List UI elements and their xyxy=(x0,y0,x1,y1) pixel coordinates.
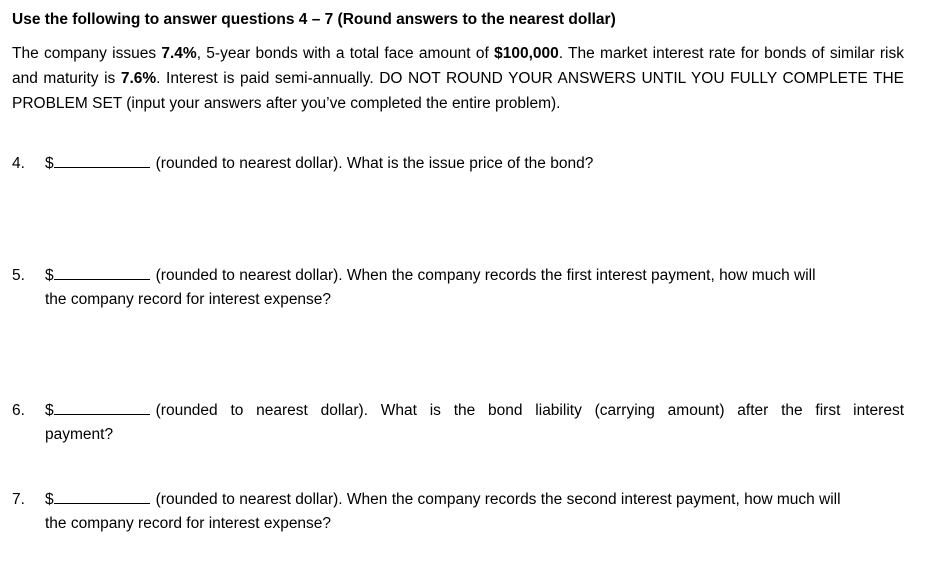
problem-statement xyxy=(12,41,904,116)
instructions-heading: Use the following to answer questions 4 – 7 (Round answers to the nearest dollar) xyxy=(12,11,616,28)
intro-text-1: The company issues xyxy=(12,45,162,62)
question-number: 7. xyxy=(12,491,25,508)
currency-symbol: $ xyxy=(45,491,54,508)
question-text-continued: the company record for interest expense? xyxy=(45,291,332,308)
intro-text-4: . Interest is paid semi-annually. DO NOT ROUND YOUR ANSWERS UNTIL YOU FULLY COMPLETE THE PROBLEM SET (input your answers after you’ve completed the entire problem). xyxy=(12,70,904,112)
question-text: (rounded to nearest dollar). What is the bond liability (carrying amount) after the first interest xyxy=(155,402,904,419)
question-text-continued: payment? xyxy=(45,426,114,443)
intro-text-2: , 5-year bonds with a total face amount of xyxy=(196,45,495,62)
question-number: 5. xyxy=(12,267,25,284)
question-4 xyxy=(12,152,904,176)
question-text: (rounded to nearest dollar). What is the issue price of the bond? xyxy=(155,155,594,172)
coupon-rate: 7.4% xyxy=(161,45,197,62)
question-text: (rounded to nearest dollar). When the company records the second interest payment, how much will xyxy=(155,491,841,508)
answer-blank[interactable] xyxy=(54,265,150,280)
question-7 xyxy=(12,488,904,536)
question-text-continued: the company record for interest expense? xyxy=(45,515,332,532)
answer-blank[interactable] xyxy=(54,153,150,168)
question-number: 6. xyxy=(12,402,25,419)
question-6 xyxy=(12,399,904,447)
question-text: (rounded to nearest dollar). When the company records the first interest payment, how much will xyxy=(155,267,816,284)
answer-blank[interactable] xyxy=(54,489,150,504)
currency-symbol: $ xyxy=(45,155,54,172)
currency-symbol: $ xyxy=(45,402,54,419)
market-rate: 7.6% xyxy=(120,70,157,87)
intro-text-3: . The market interest rate for bonds of similar risk and maturity is xyxy=(12,45,905,87)
face-amount: $100,000 xyxy=(494,45,559,62)
question-5 xyxy=(12,264,904,312)
answer-blank[interactable] xyxy=(54,400,150,415)
currency-symbol: $ xyxy=(45,267,54,284)
question-number: 4. xyxy=(12,155,25,172)
